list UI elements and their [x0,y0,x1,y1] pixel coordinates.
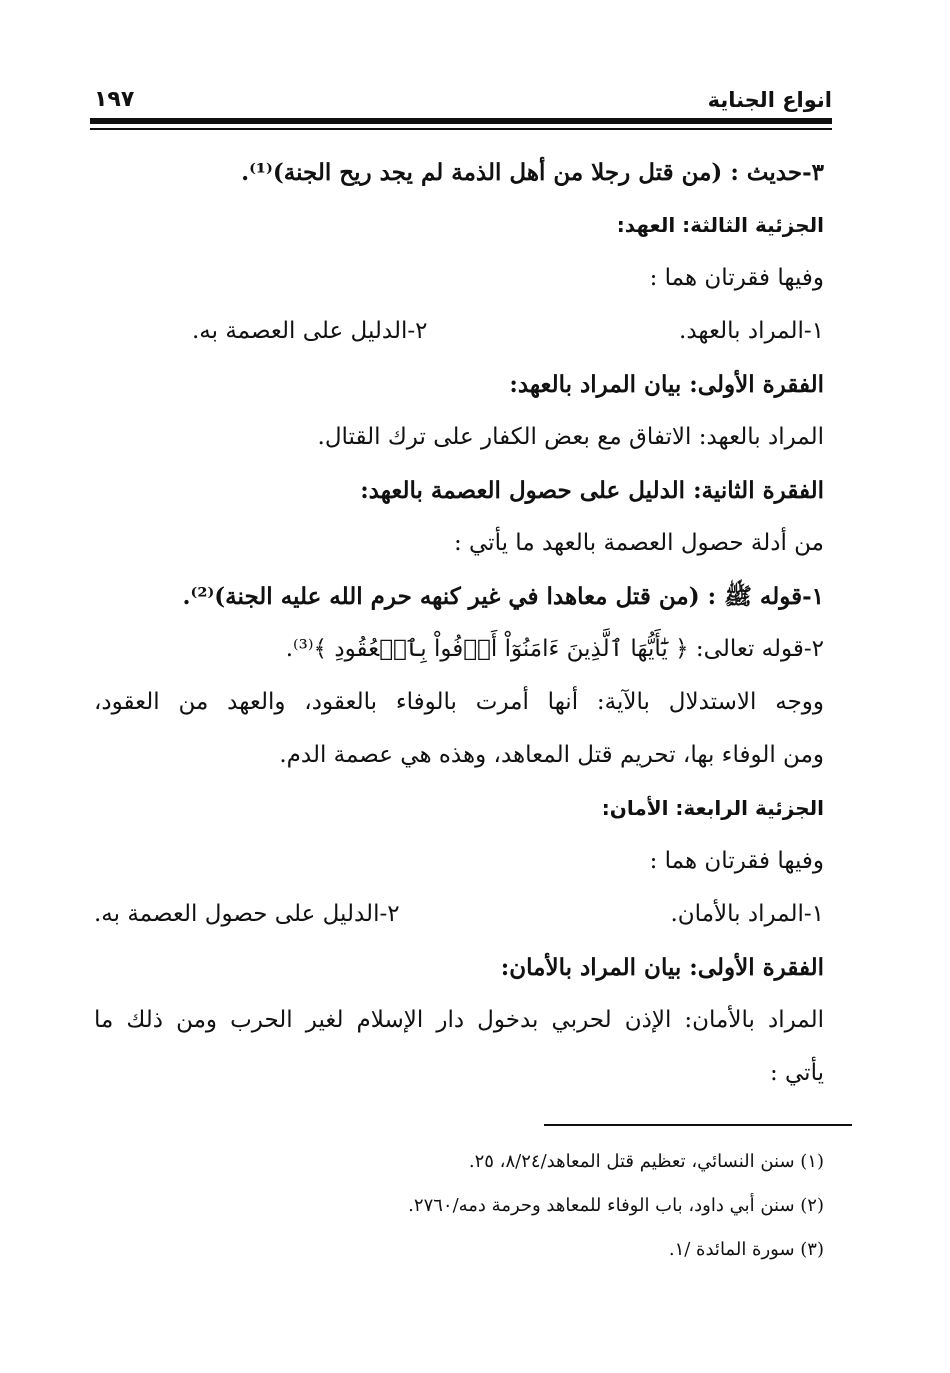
running-header [92,84,832,118]
subsection-heading: الفقرة الثانية: الدليل على حصول العصمة بالعهد: [360,477,824,504]
two-column-line [94,305,824,358]
item-one: ١-المراد بالعهد. [679,318,824,344]
footnote-separator [544,1124,852,1126]
footnotes [94,1140,824,1272]
paragraph: وفيها فقرتان هما : [649,848,824,874]
paragraph: من أدلة حصول العصمة بالعهد ما يأتي : [453,530,824,556]
main-text [94,146,824,1100]
footnote: (٢) سنن أبي داود، باب الوفاء للمعاهد وحرمة دمه/٢٧٦٠. [408,1195,824,1216]
footnote: (٣) سورة المائدة /١. [668,1239,824,1260]
section-heading-safe-conduct: الجزئية الرابعة: الأمان: [601,796,824,820]
paragraph: وفيها فقرتان هما : [649,265,824,291]
paragraph: المراد بالأمان: الإذن لحربي بدخول دار الإسلام لغير الحرب ومن ذلك ما [94,1007,824,1033]
page-number: ١٩٧ [94,87,135,112]
paragraph: المراد بالعهد: الاتفاق مع بعض الكفار على ترك القتال. [317,424,824,450]
footnote: (١) سنن النسائي، تعظيم قتل المعاهد/٨/٢٤، ٢٥. [468,1151,824,1172]
hadith-line: ٣-حديث : (من قتل رجلا من أهل الذمة لم يجد ريح الجنة)⁽¹⁾. [241,159,824,186]
two-column-line [94,888,824,941]
subsection-heading: الفقرة الأولى: بيان المراد بالعهد: [509,371,824,398]
hadith-line: ١-قوله ﷺ : (من قتل معاهدا في غير كنهه حرم الله عليه الجنة)⁽²⁾. [182,583,824,610]
subsection-heading: الفقرة الأولى: بيان المراد بالأمان: [500,954,824,981]
header-rule-thin [90,128,832,130]
item-one: ١-المراد بالأمان. [670,901,824,927]
paragraph: ووجه الاستدلال بالآية: أنها أمرت بالوفاء بالعقود، والعهد من العقود، [94,689,824,715]
section-heading-covenant: الجزئية الثالثة: العهد: [616,213,824,237]
item-two: ٢-الدليل على العصمة به. [192,318,428,344]
header-rule-thick [90,118,832,124]
paragraph: ومن الوفاء بها، تحريم قتل المعاهد، وهذه هي عصمة الدم. [279,742,824,768]
chapter-title: انواع الجناية [707,88,832,112]
paragraph: يأتي : [769,1060,824,1086]
item-two: ٢-الدليل على حصول العصمة به. [94,901,400,927]
quran-verse-line: ٢-قوله تعالى: ﴿ يَٰٓأَيُّهَا ٱلَّذِينَ ءَامَنُوٓاْ أَوۡفُواْ بِٱلۡعُقُودِ ﴾⁽³⁾. [285,636,824,662]
